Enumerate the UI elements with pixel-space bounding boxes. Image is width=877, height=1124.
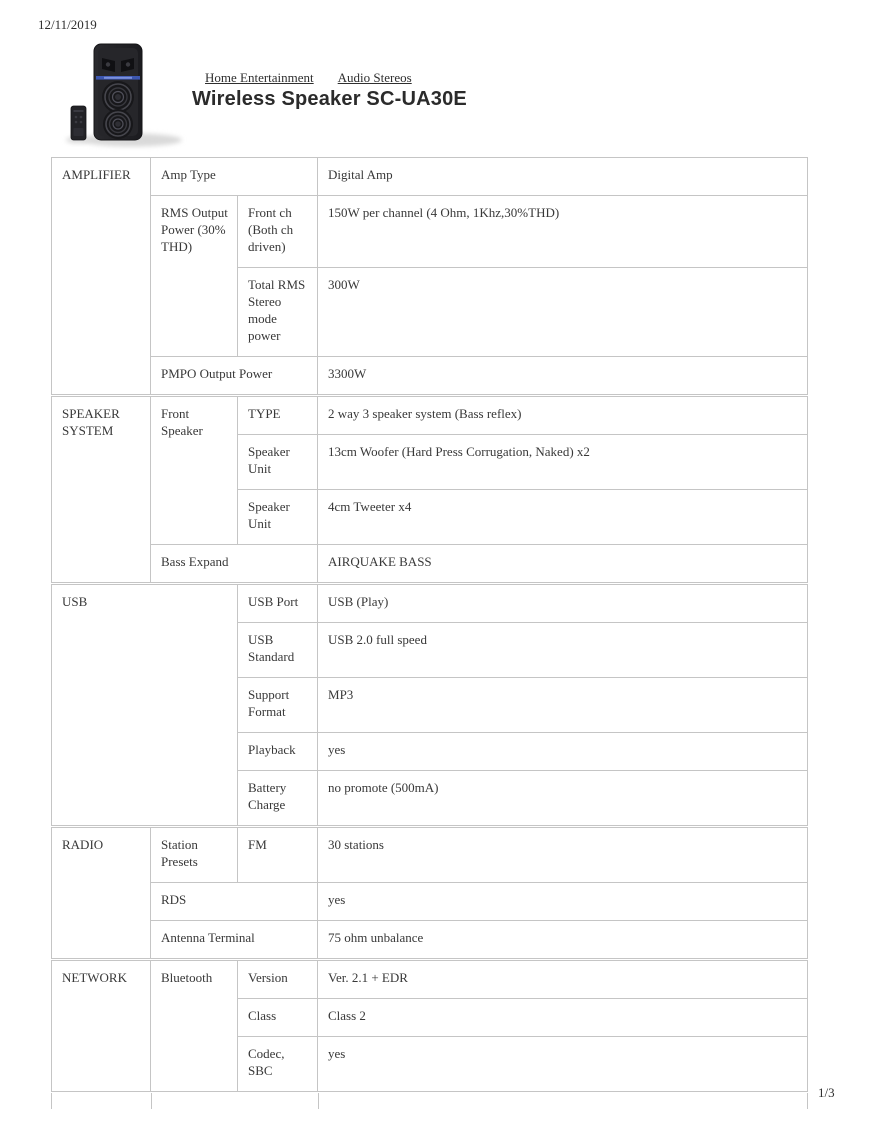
table-row: [52, 196, 808, 268]
woofer-bottom-icon: [103, 109, 133, 139]
spec-value-cell: AIRQUAKE BASS: [318, 545, 808, 583]
spec-section-amplifier: [51, 157, 808, 395]
spec-value-cell: Class 2: [318, 999, 808, 1037]
spec-value-cell: USB 2.0 full speed: [318, 623, 808, 678]
section-label-cell: SPEAKER SYSTEM: [52, 397, 151, 583]
section-label-cell: NETWORK: [52, 961, 151, 1092]
spec-sublabel-cell: Total RMS Stereo mode power: [238, 268, 318, 357]
spec-sublabel-cell: Battery Charge: [238, 771, 318, 826]
spec-value-cell: 30 stations: [318, 828, 808, 883]
section-label-cell: USB: [52, 585, 238, 826]
table-row: [52, 397, 808, 435]
spec-value-cell: 4cm Tweeter x4: [318, 490, 808, 545]
spec-label-cell: Bass Expand: [151, 545, 318, 583]
spec-label-cell: RMS Output Power (30% THD): [151, 196, 238, 357]
spec-sublabel-cell: FM: [238, 828, 318, 883]
spec-sublabel-cell: USB Standard: [238, 623, 318, 678]
spec-label-cell: Bluetooth: [151, 961, 238, 1092]
spec-sublabel-cell: USB Port: [238, 585, 318, 623]
print-header-date: 12/11/2019: [38, 17, 97, 32]
spec-table: [51, 157, 808, 1109]
spec-value-cell: 13cm Woofer (Hard Press Corrugation, Naked) x2: [318, 435, 808, 490]
spec-sublabel-cell: Version: [238, 961, 318, 999]
spec-label-cell: Amp Type: [151, 158, 318, 196]
spec-sublabel-cell: Playback: [238, 733, 318, 771]
spec-label-cell: Station Presets: [151, 828, 238, 883]
table-row: [52, 883, 808, 921]
spec-label-cell: RDS: [151, 883, 318, 921]
spec-value-cell: MP3: [318, 678, 808, 733]
spec-section-radio: [51, 827, 808, 959]
spec-sublabel-cell: Speaker Unit: [238, 490, 318, 545]
section-label-cell: RADIO: [52, 828, 151, 959]
truncated-cell: [151, 1093, 318, 1109]
spec-value-cell: Digital Amp: [318, 158, 808, 196]
breadcrumb-link-audio-stereos[interactable]: Audio Stereos: [337, 70, 412, 85]
table-row: [52, 545, 808, 583]
page-title: Wireless Speaker SC-UA30E: [192, 88, 467, 110]
spec-value-cell: yes: [318, 1037, 808, 1092]
spec-section-network: [51, 960, 808, 1092]
spec-value-cell: 2 way 3 speaker system (Bass reflex): [318, 397, 808, 435]
spec-value-cell: 75 ohm unbalance: [318, 921, 808, 959]
woofer-top-icon: [102, 81, 134, 113]
section-label-cell: AMPLIFIER: [52, 158, 151, 395]
table-row: [52, 828, 808, 883]
spec-sublabel-cell: TYPE: [238, 397, 318, 435]
spec-section-speaker-system: [51, 396, 808, 583]
spec-sublabel-cell: Speaker Unit: [238, 435, 318, 490]
breadcrumb: [205, 70, 436, 86]
spec-value-cell: yes: [318, 733, 808, 771]
table-row: [52, 961, 808, 999]
table-row: [52, 158, 808, 196]
truncated-cell: [51, 1093, 151, 1109]
table-row: [52, 921, 808, 959]
spec-value-cell: yes: [318, 883, 808, 921]
spec-label-cell: Front Speaker: [151, 397, 238, 545]
breadcrumb-link-home-entertainment[interactable]: Home Entertainment: [205, 70, 314, 85]
truncated-cell: [318, 1093, 808, 1109]
spec-value-cell: USB (Play): [318, 585, 808, 623]
spec-sublabel-cell: Support Format: [238, 678, 318, 733]
remote-control: [71, 106, 86, 140]
spec-label-cell: Antenna Terminal: [151, 921, 318, 959]
spec-value-cell: Ver. 2.1 + EDR: [318, 961, 808, 999]
table-row: [52, 585, 808, 623]
spec-table-truncated-row: [51, 1093, 808, 1109]
product-photo-speaker: [56, 36, 192, 154]
spec-value-cell: 3300W: [318, 357, 808, 395]
spec-value-cell: 150W per channel (4 Ohm, 1Khz,30%THD): [318, 196, 808, 268]
table-row: [52, 357, 808, 395]
spec-label-cell: PMPO Output Power: [151, 357, 318, 395]
spec-value-cell: 300W: [318, 268, 808, 357]
spec-value-cell: no promote (500mA): [318, 771, 808, 826]
print-footer-page-number: 1/3: [818, 1085, 835, 1100]
spec-sublabel-cell: Front ch (Both ch driven): [238, 196, 318, 268]
spec-sublabel-cell: Class: [238, 999, 318, 1037]
spec-section-usb: [51, 584, 808, 826]
spec-sublabel-cell: Codec, SBC: [238, 1037, 318, 1092]
